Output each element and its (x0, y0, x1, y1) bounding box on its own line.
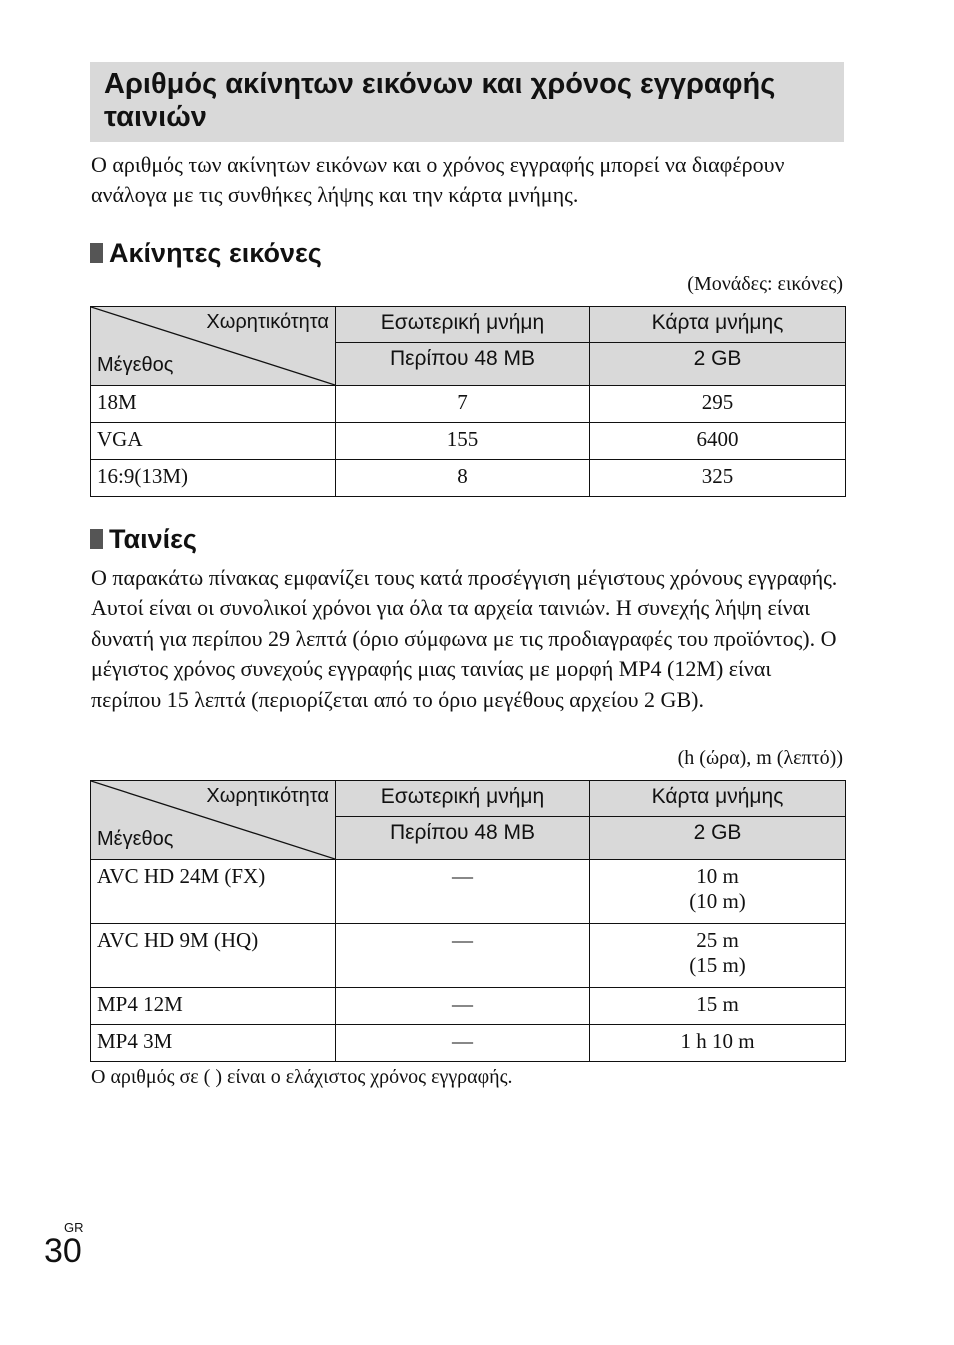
page-title: Αριθμός ακίνητων εικόνων και χρόνος εγγραφής ταινιών (104, 68, 776, 133)
still-units: (Μονάδες: εικόνες) (687, 273, 843, 295)
internal-capacity-value: Περίπου 48 MB (336, 817, 590, 860)
still-heading (90, 238, 322, 268)
still-diag-header (91, 307, 336, 386)
still-heading-label: Ακίνητες εικόνες (109, 238, 322, 268)
card-cell: 295 (590, 386, 846, 423)
card-cell: 15 m (590, 988, 846, 1025)
size-label: Μέγεθος (97, 828, 174, 850)
card-max-time: 25 m (696, 928, 739, 952)
size-cell: 18M (91, 386, 336, 423)
internal-cell: 155 (336, 423, 590, 460)
table-row (91, 386, 846, 423)
size-cell: VGA (91, 423, 336, 460)
card-max-time: 10 m (696, 864, 739, 888)
table-row (91, 860, 846, 924)
memory-card-header: Κάρτα μνήμης (590, 781, 846, 817)
table-row (91, 924, 846, 988)
card-min-time: (10 m) (689, 889, 746, 913)
table-row (91, 460, 846, 497)
still-table (90, 306, 846, 497)
size-cell: MP4 12M (91, 988, 336, 1025)
internal-memory-header: Εσωτερική μνήμη (336, 307, 590, 343)
page-number: 30 (44, 1232, 82, 1270)
section-marker-icon (90, 243, 103, 263)
page-language-code: GR (64, 1220, 84, 1235)
internal-capacity-value: Περίπου 48 MB (336, 343, 590, 386)
size-cell: AVC HD 24M (FX) (91, 860, 336, 924)
size-cell: MP4 3M (91, 1025, 336, 1062)
internal-cell: 7 (336, 386, 590, 423)
movies-table (90, 780, 846, 1062)
size-cell: AVC HD 9M (HQ) (91, 924, 336, 988)
internal-cell: — (336, 860, 590, 924)
card-cell: 325 (590, 460, 846, 497)
movies-paragraph: Ο παρακάτω πίνακας εμφανίζει τους κατά προσέγγιση μέγιστους χρόνους εγγραφής. Αυτοί είναι οι συνολικοί χρόνοι για όλα τα αρχεία ταινιών. Η συνεχής λήψη είναι δυνατή για περίπου 29 λεπτά (όριο σύμφωνα με τις προδιαγραφές του προϊόντος). Ο μέγιστος χρόνος συνεχούς εγγραφής μιας ταινίας με μορφή MP4 (12M) είναι περίπου 15 λεπτά (περιορίζεται από το όριο μεγέθους αρχείου 2 GB). (91, 565, 838, 712)
card-capacity-value: 2 GB (590, 817, 846, 860)
card-cell (590, 860, 846, 924)
intro-paragraph: Ο αριθμός των ακίνητων εικόνων και ο χρόνος εγγραφής μπορεί να διαφέρουν ανάλογα με τις συνθήκες λήψης και την κάρτα μνήμης. (91, 152, 785, 208)
card-capacity-value: 2 GB (590, 343, 846, 386)
size-cell: 16:9(13M) (91, 460, 336, 497)
internal-cell: — (336, 988, 590, 1025)
internal-memory-header: Εσωτερική μνήμη (336, 781, 590, 817)
memory-card-header: Κάρτα μνήμης (590, 307, 846, 343)
internal-cell: — (336, 924, 590, 988)
footnote: Ο αριθμός σε ( ) είναι ο ελάχιστος χρόνος εγγραφής. (91, 1066, 513, 1088)
internal-cell: 8 (336, 460, 590, 497)
capacity-label: Χωρητικότητα (206, 311, 329, 333)
movies-units: (h (ώρα), m (λεπτό)) (677, 747, 843, 769)
size-label: Μέγεθος (97, 354, 174, 376)
card-cell: 1 h 10 m (590, 1025, 846, 1062)
movies-heading (90, 524, 197, 554)
card-cell (590, 924, 846, 988)
card-cell: 6400 (590, 423, 846, 460)
title-banner (90, 62, 844, 142)
table-row (91, 1025, 846, 1062)
capacity-label: Χωρητικότητα (206, 785, 329, 807)
card-min-time: (15 m) (689, 953, 746, 977)
table-row (91, 423, 846, 460)
movies-heading-label: Ταινίες (109, 524, 197, 554)
table-row (91, 988, 846, 1025)
internal-cell: — (336, 1025, 590, 1062)
section-marker-icon (90, 529, 103, 549)
movies-diag-header (91, 781, 336, 860)
